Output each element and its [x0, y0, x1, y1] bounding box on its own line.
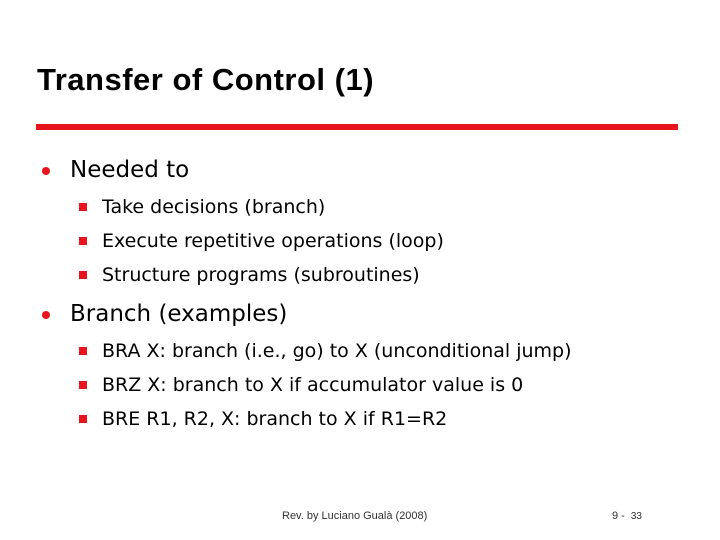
sub-bullet-brz	[102, 374, 523, 396]
bullet-dot	[42, 167, 50, 175]
sub-bullet-loop	[102, 230, 444, 252]
sub-bullet-text: BRZ X: branch to X if accumulator value is 0	[102, 374, 524, 396]
sub-bullet-text: BRA X: branch (i.e., go) to X (unconditional jump)	[102, 340, 572, 362]
sub-bullet-text: Structure programs (subroutines)	[102, 264, 420, 286]
page-number	[612, 510, 642, 522]
bullet-text: Branch (examples)	[70, 301, 288, 327]
bullet-branch	[70, 301, 287, 327]
footer-credit: Rev. by Luciano Gualà (2008)	[282, 510, 428, 522]
sub-bullet-text: Execute repetitive operations (loop)	[102, 230, 444, 252]
sub-bullet-text: Take decisions (branch)	[102, 196, 326, 218]
sub-bullet-square	[79, 237, 87, 245]
title-rule	[36, 124, 678, 130]
bullet-text: Needed to	[70, 157, 190, 183]
sub-bullet-decisions	[102, 196, 325, 218]
slide-number: 33	[630, 511, 642, 522]
sub-bullet-subroutines	[102, 264, 420, 286]
sub-bullet-square	[79, 271, 87, 279]
sub-bullet-square	[79, 347, 87, 355]
bullet-needed-to	[70, 157, 189, 183]
sub-bullet-square	[79, 203, 87, 211]
section-number: 9 -	[612, 510, 625, 522]
bullet-dot	[42, 311, 50, 319]
sub-bullet-bra	[102, 340, 572, 362]
slide-title: Transfer of Control (1)	[37, 62, 375, 97]
sub-bullet-square	[79, 415, 87, 423]
sub-bullet-bre	[102, 408, 447, 430]
sub-bullet-text: BRE R1, R2, X: branch to X if R1=R2	[102, 408, 448, 430]
sub-bullet-square	[79, 381, 87, 389]
